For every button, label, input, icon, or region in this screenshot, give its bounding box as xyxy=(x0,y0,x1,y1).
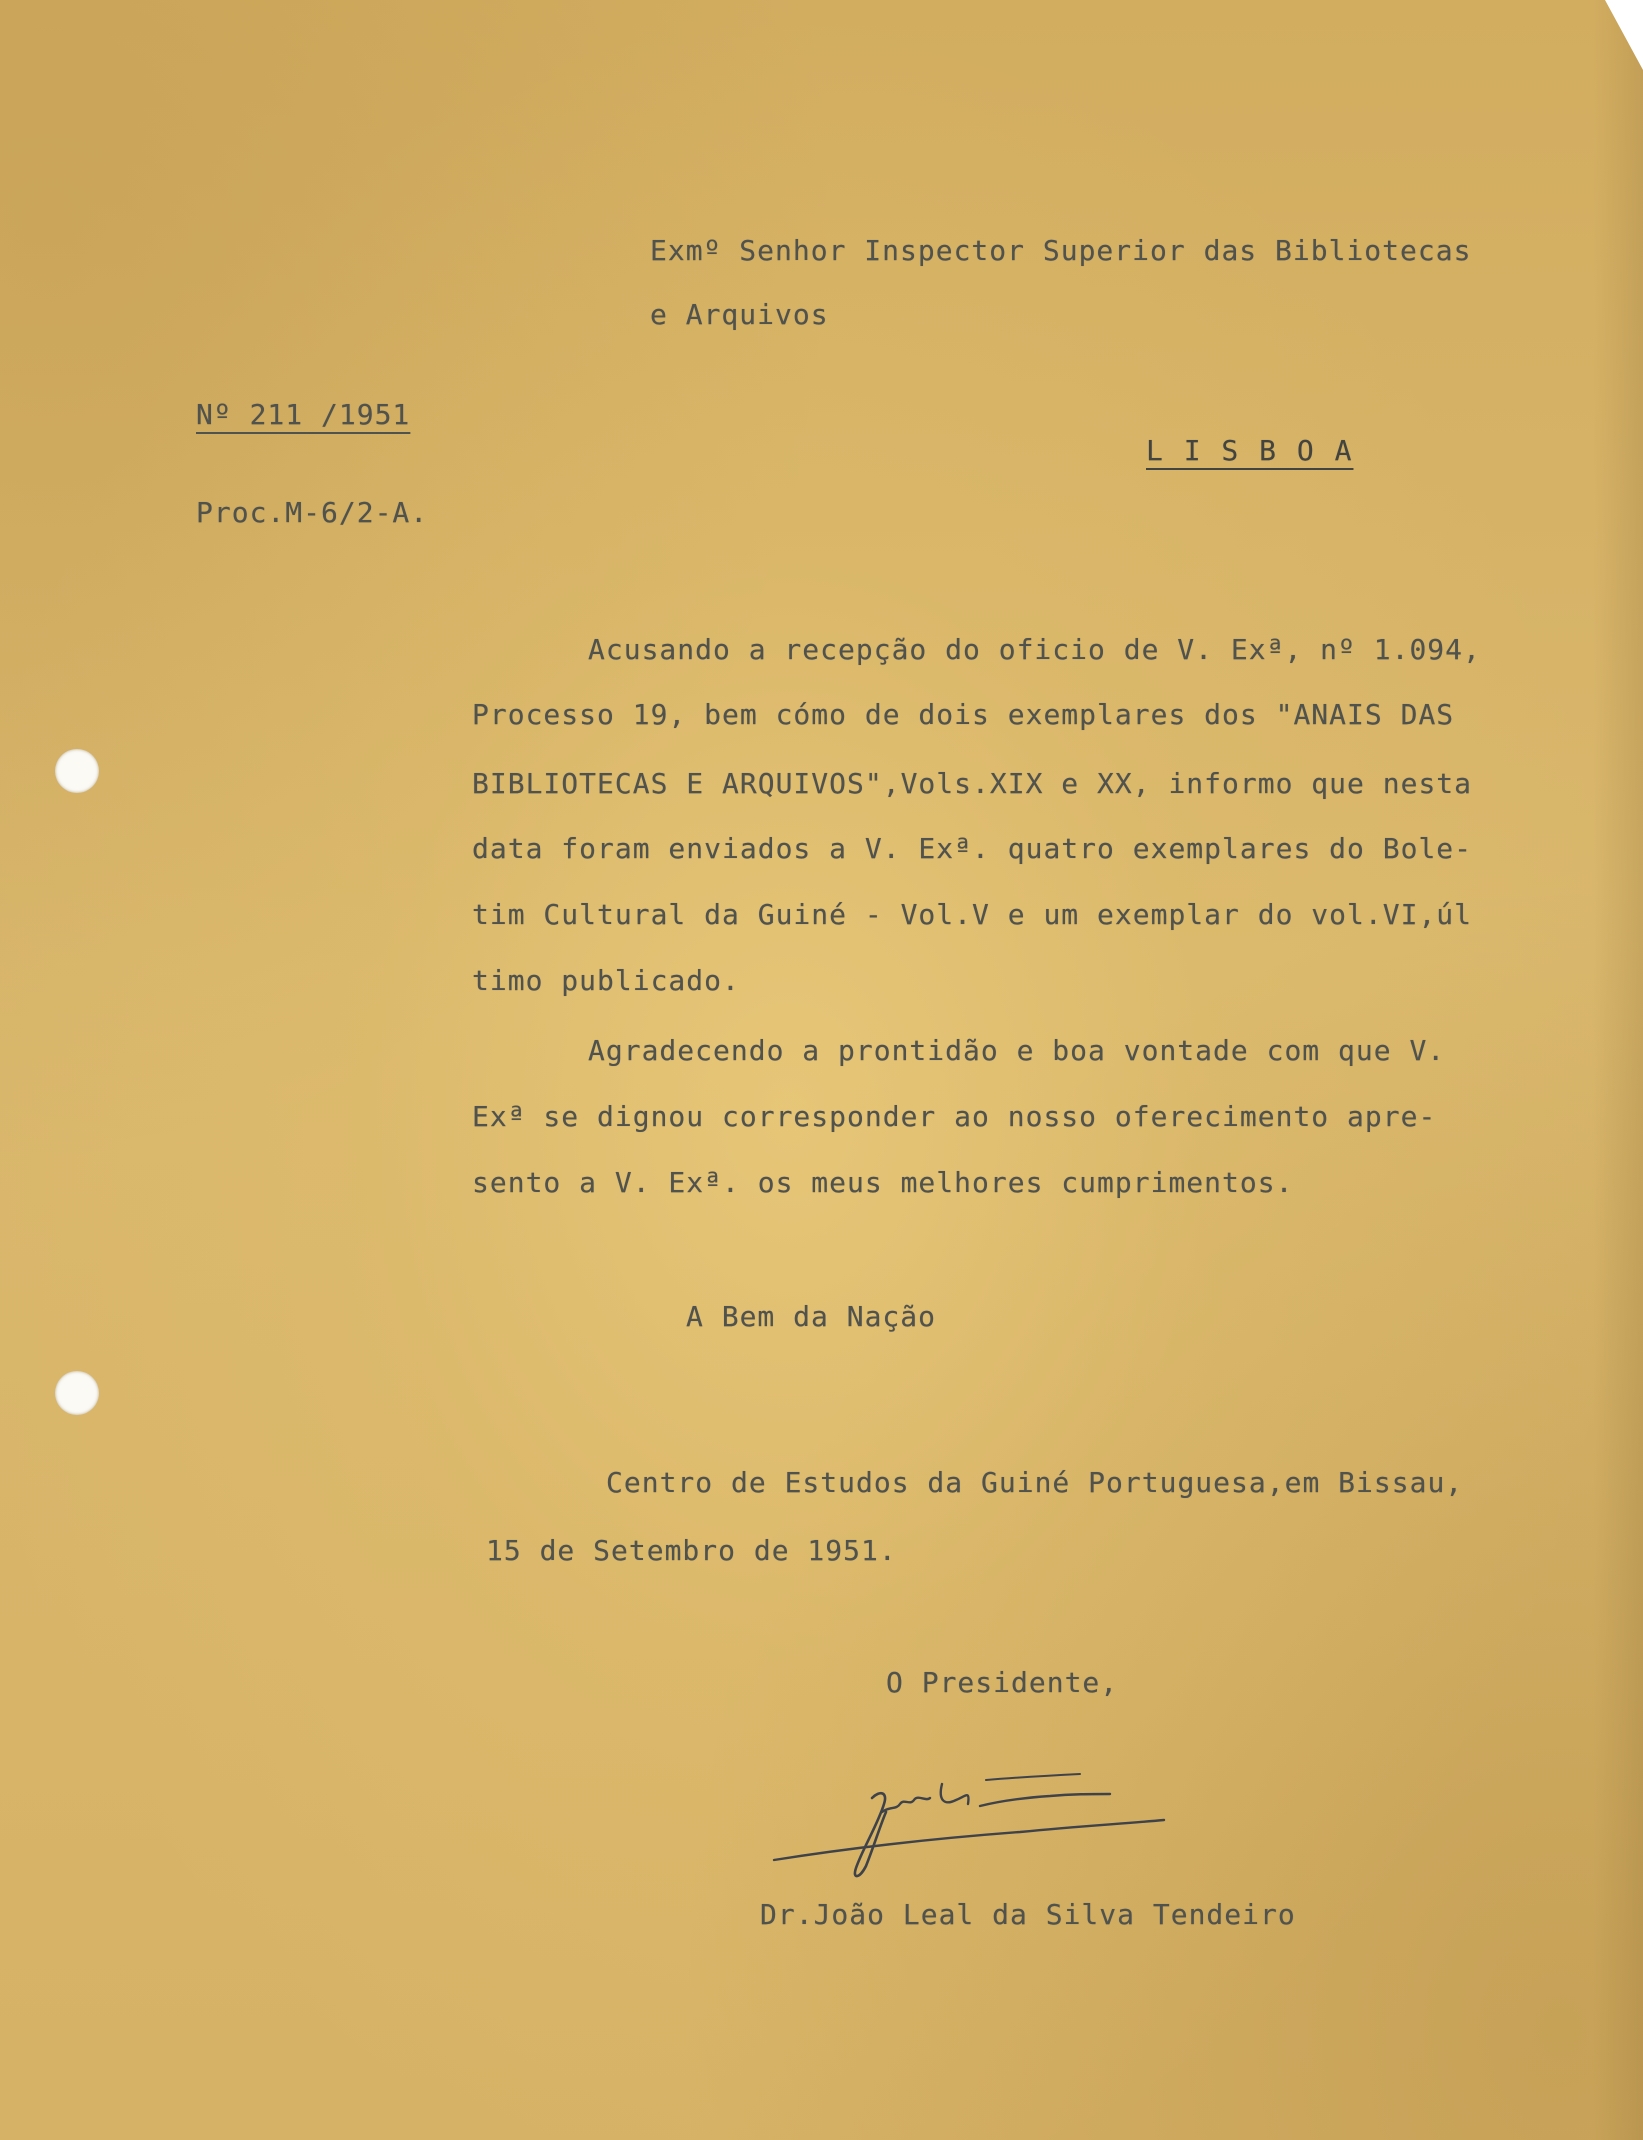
body-line: data foram enviados a V. Exª. quatro exemplares do Bole- xyxy=(472,832,1473,865)
handwritten-signature xyxy=(760,1720,1210,1900)
process-reference: Proc.M-6/2-A. xyxy=(196,496,429,529)
body-line: timo publicado. xyxy=(472,964,740,997)
body-line: sento a V. Exª. os meus melhores cumprimentos. xyxy=(472,1166,1294,1199)
body-line: Acusando a recepção do oficio de V. Exª, nº 1.094, xyxy=(588,633,1481,666)
addressee-line-1: Exmº Senhor Inspector Superior das Bibliotecas xyxy=(650,234,1472,267)
place-line: Centro de Estudos da Guiné Portuguesa,em Bissau, xyxy=(606,1466,1464,1499)
date-line: 15 de Setembro de 1951. xyxy=(486,1534,897,1567)
signatory-name: Dr.João Leal da Silva Tendeiro xyxy=(760,1898,1296,1931)
punch-hole-top xyxy=(55,749,99,793)
body-line: Processo 19, bem cómo de dois exemplares dos "ANAIS DAS xyxy=(472,698,1455,731)
closing-salutation: A Bem da Nação xyxy=(686,1300,937,1333)
torn-corner xyxy=(1605,0,1643,70)
signatory-title: O Presidente, xyxy=(886,1666,1119,1699)
punch-hole-bottom xyxy=(55,1371,99,1415)
body-line: Exª se dignou corresponder ao nosso oferecimento apre- xyxy=(472,1100,1437,1133)
reference-number: Nº 211 /1951 xyxy=(196,398,411,431)
city-heading: L I S B O A xyxy=(1146,434,1354,467)
body-line: Agradecendo a prontidão e boa vontade com que V. xyxy=(588,1034,1446,1067)
paper-edge-shadow xyxy=(1593,0,1643,2140)
addressee-line-2: e Arquivos xyxy=(650,298,829,331)
body-line: BIBLIOTECAS E ARQUIVOS",Vols.XIX e XX, informo que nesta xyxy=(472,767,1473,800)
body-line: tim Cultural da Guiné - Vol.V e um exemplar do vol.VI,úl xyxy=(472,898,1473,931)
